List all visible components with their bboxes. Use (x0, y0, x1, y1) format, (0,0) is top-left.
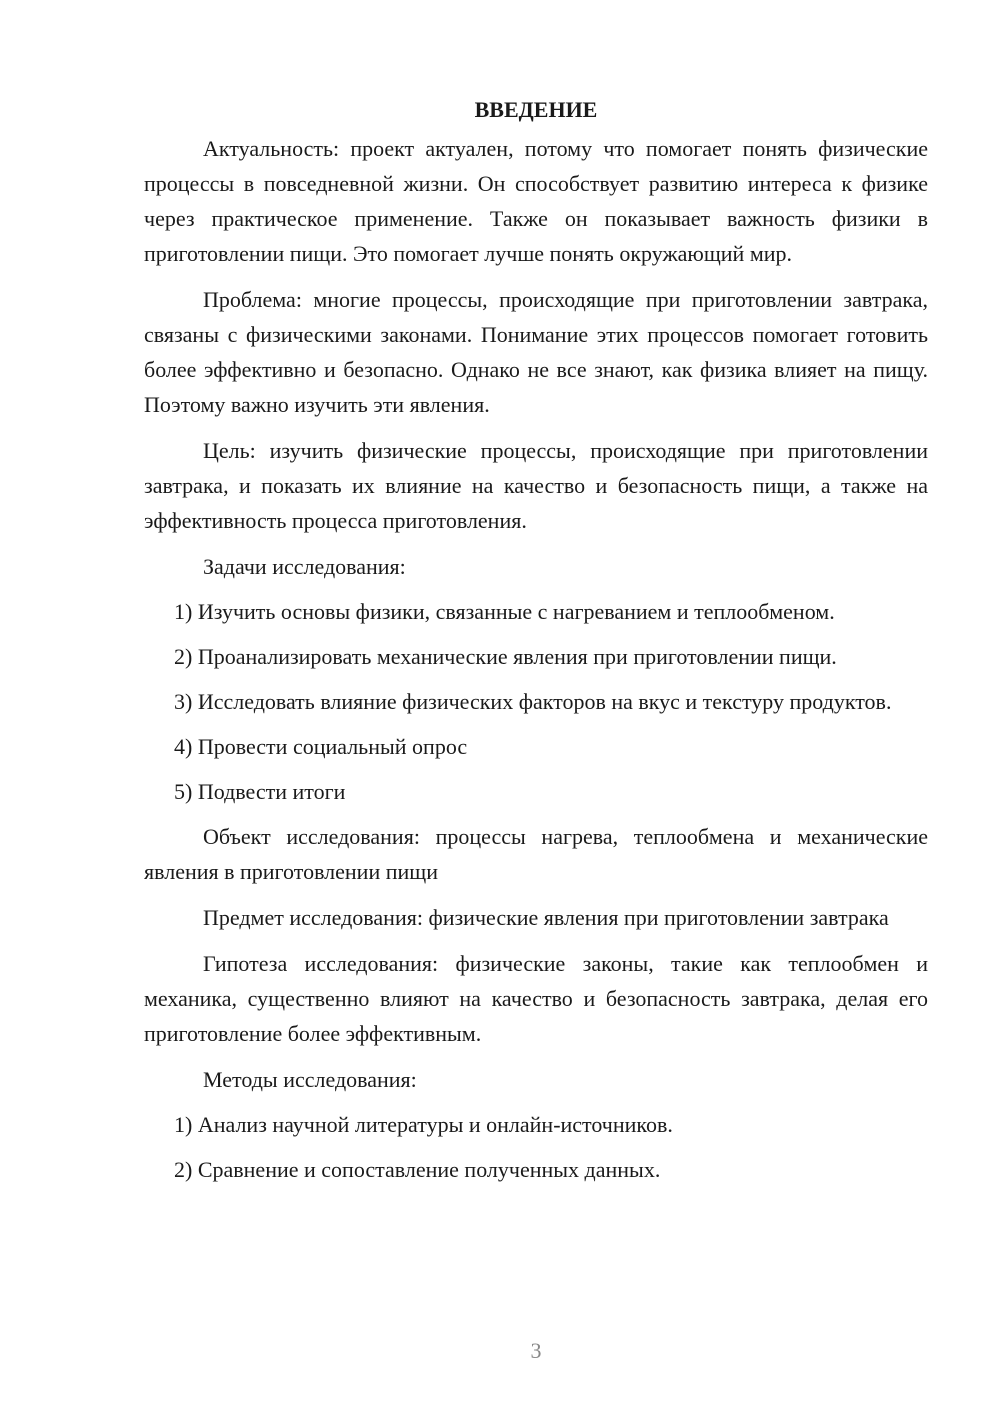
task-item-3: 3) Исследовать влияние физических факторов на вкус и текстуру продуктов. (174, 689, 892, 714)
section-title: ВВЕДЕНИЕ (474, 97, 598, 122)
page-content (144, 92, 928, 1197)
task-item-5: 5) Подвести итоги (174, 779, 346, 804)
page-number: 3 (530, 1338, 542, 1363)
subject-paragraph: Предмет исследования: физические явления при приготовлении завтрака (203, 905, 889, 930)
task-item-4: 4) Провести социальный опрос (174, 734, 468, 759)
object-paragraph: Объект исследования: процессы нагрева, теплообмена и механические явления в приготовлении пищи (144, 824, 928, 884)
goal-paragraph: Цель: изучить физические процессы, происходящие при приготовлении завтрака, и показать их влияние на качество и безопасность пищи, а также на эффективность процесса приготовления. (144, 438, 928, 533)
task-item-2: 2) Проанализировать механические явления при приготовлении пищи. (174, 644, 837, 669)
relevance-paragraph: Актуальность: проект актуален, потому что помогает понять физические процессы в повседневной жизни. Он способствует развитию интереса к физике через практическое применение. Также он показывает важность физики в приготовлении пищи. Это помогает лучше понять окружающий мир. (144, 136, 928, 266)
tasks-label: Задачи исследования: (203, 554, 406, 579)
methods-label: Методы исследования: (203, 1067, 417, 1092)
method-item-2: 2) Сравнение и сопоставление полученных данных. (174, 1157, 661, 1182)
problem-paragraph: Проблема: многие процессы, происходящие при приготовлении завтрака, связаны с физическими законами. Понимание этих процессов помогает готовить более эффективно и безопасно. Однако не все знают, как физика влияет на пищу. Поэтому важно изучить эти явления. (144, 287, 928, 417)
task-item-1: 1) Изучить основы физики, связанные с нагреванием и теплообменом. (174, 599, 835, 624)
hypothesis-paragraph: Гипотеза исследования: физические законы, такие как теплообмен и механика, существенно влияют на качество и безопасность завтрака, делая его приготовление более эффективным. (144, 951, 928, 1046)
method-item-1: 1) Анализ научной литературы и онлайн-источников. (174, 1112, 673, 1137)
